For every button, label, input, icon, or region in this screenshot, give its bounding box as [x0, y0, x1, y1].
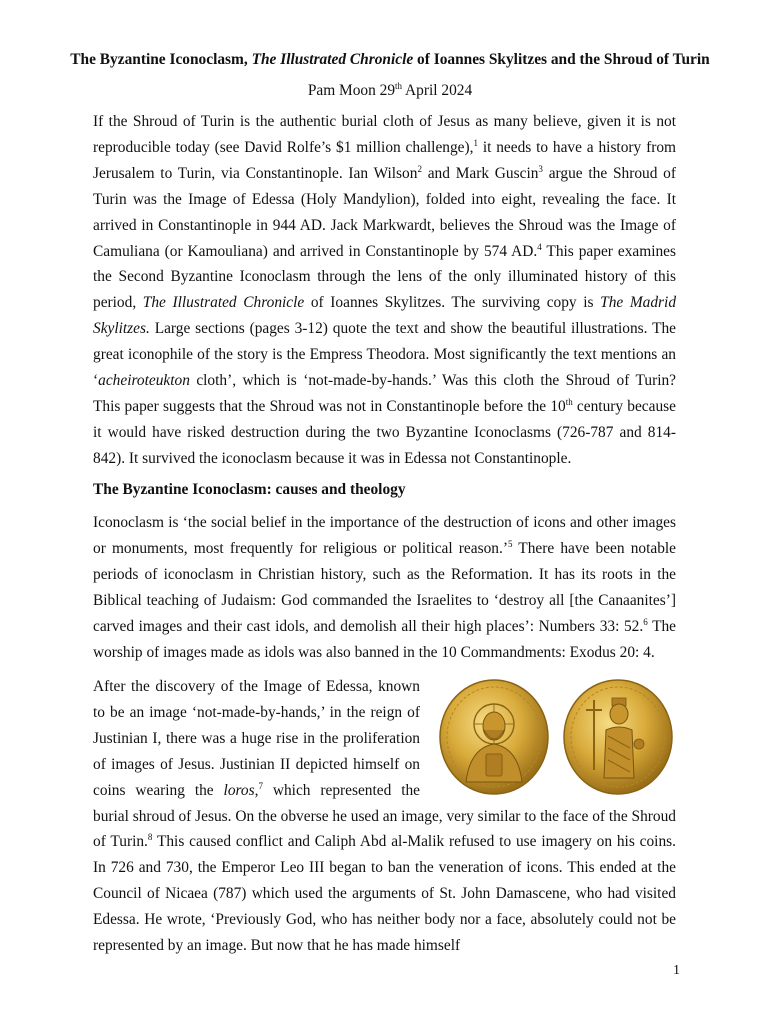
page-number: 1	[673, 963, 680, 978]
coin-obverse-christ	[440, 680, 548, 794]
intro-paragraph: If the Shroud of Turin is the authentic burial cloth of Jesus as many believe, given it is not reproducible today (see David Rolfe’s $1 million challenge),$^1$ it needs to have a history from Jerusalem to Turin, via Constantinople. Ian Wilson$^2$ and Mark Guscin$^3$ argue the Shroud of Turin was the Image of Edessa (Holy Mandylion), folded into eight, revealing the face. It arrived in Constantinople in 944 AD. Jack Markwardt, believes the Shroud was the Image of Camuliana (or Kamouliana) and arrived in Constantinople by 574 AD.$^4$ This paper examines the Second Byzantine Iconoclasm through the lens of the only illuminated history of this period, The Illustrated Chronicle of Ioannes Skylitzes. The surviving copy is The Madrid Skylitzes. Large sections (pages 3-12) quote the text and show the beautiful illustrations. The great iconophile of the story is the Empress Theodora. Most significantly the text mentions an ‘acheiroteukton cloth’, which is ‘not-made-by-hands.’ Was this cloth the Shroud of Turin? This paper suggests that the Shroud was not in Constantinople before the 10th century because it would have risked destruction during the two Byzantine Iconoclasms (726-787 and 814-842). It survived the iconoclasm because it was in Edessa not Constantinople.	[93, 113, 677, 467]
footnote-ref-8[interactable]: 8	[147, 832, 153, 843]
coin-reverse-emperor	[564, 680, 672, 794]
footnote-ref-6[interactable]: 6	[643, 616, 648, 627]
footnote-ref-1[interactable]: 1	[473, 137, 478, 148]
image-of-edessa-paragraph: After the discovery of the Image of Edessa, known to be an image ‘not-made-by-hands,’ in the reign of Justinian I, there was a huge rise in the proliferation of images of Jesus. Justinian II depicted himself on coins wearing the loros,$^7$ which represented the burial shroud of Jesus. On the obverse he used an image, very similar to the face of the Shroud of Turin.$^8$ This caused conflict and Caliph Abd al-Malik refused to use imagery on his coins. In 726 and 730, the Emperor Leo III began to ban the veneration of icons. This ended at the Council of Nicaea (787) which used the arguments of St. John Damascene, who had visited Edessa. He wrote, ‘Previously God, who has neither body nor a face, absolutely could not be represented by an image. But now that he has made himself	[93, 678, 676, 955]
footnote-ref-2[interactable]: 2	[417, 163, 422, 174]
footnote-ref-7[interactable]: 7	[258, 780, 263, 791]
footnote-ref-3[interactable]: 3	[538, 163, 543, 174]
page-title: The Byzantine Iconoclasm, The Illustrated Chronicle of Ioannes Skylitzes and the Shroud of Turin	[70, 51, 710, 68]
footnote-ref-4[interactable]: 4	[537, 241, 542, 252]
author-date-line: Pam Moon 29th April 2024	[307, 81, 473, 99]
justinian-coins-image	[434, 678, 676, 796]
footnote-ref-5[interactable]: 5	[507, 538, 513, 549]
iconoclasm-definition-paragraph: Iconoclasm is ‘the social belief in the importance of the destruction of icons and other images or monuments, most frequently for religious or political reason.’$^5$ There have been notable periods of iconoclasm in Christian history, such as the Reformation. It has its roots in the Biblical teaching of Judaism: God commanded the Israelites to ‘destroy all [the Canaanites’] carved images and their cast idols, and demolish all their high places’: Numbers 33: 52.$^6$ The worship of images made as idols was also banned in the 10 Commandments: Exodus 20: 4.	[93, 514, 677, 661]
gold-coins-illustration	[434, 678, 676, 796]
section-heading: The Byzantine Iconoclasm: causes and theology	[93, 481, 406, 498]
